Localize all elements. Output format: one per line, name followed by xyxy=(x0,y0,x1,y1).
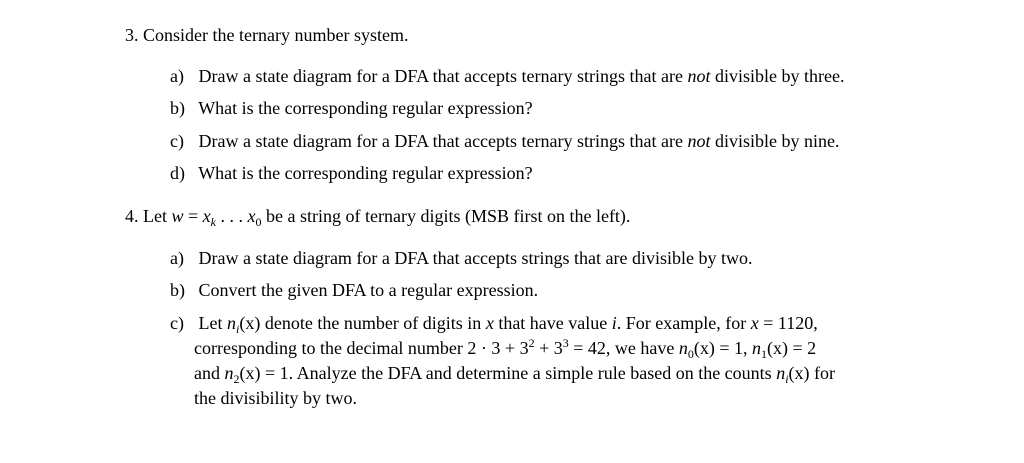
q4c-l3-xi: (x) xyxy=(788,363,810,383)
q3d-label: d) xyxy=(170,163,185,183)
q4-intro-eq: = xyxy=(183,206,203,226)
q4-sub-0: 0 xyxy=(255,215,262,229)
q3-item-b xyxy=(170,97,533,119)
q4c-l1-t2: denote the number of digits in xyxy=(260,313,486,333)
q4-intro-rest: be a string of ternary digits (MSB first on the left). xyxy=(261,206,631,226)
q4-var-w: w xyxy=(171,206,184,226)
q3a-emphasis: not xyxy=(687,66,711,86)
q4c-l2-n0: n xyxy=(678,338,688,358)
q4c-l3-s2: 2 xyxy=(233,372,240,386)
q4c-l1-t5: = 1120, xyxy=(758,313,818,333)
q4c-l3-x2: (x) = 1. Analyze the DFA and determine a simple rule based on the counts xyxy=(239,363,777,383)
q4c-l2-t3: = 42, we have xyxy=(568,338,679,358)
q4c-l1-x3: x xyxy=(750,313,759,333)
q4c-l1-t1: Let xyxy=(198,313,227,333)
q4c-l2-n1: n xyxy=(752,338,761,358)
q4-number: 4. xyxy=(125,206,139,226)
q4c-l3-t1: and xyxy=(194,363,225,383)
q4-sub-k: k xyxy=(210,215,216,229)
q4c-l1-n: n xyxy=(227,313,236,333)
q4-item-c-line3 xyxy=(194,362,835,384)
q4c-l3-ni: n xyxy=(776,363,786,383)
q3c-emphasis: not xyxy=(687,131,711,151)
q4b-label: b) xyxy=(170,280,185,300)
q4c-l2-t2: + 3 xyxy=(534,338,563,358)
q3c-label: c) xyxy=(170,131,184,151)
q3-title: Consider the ternary number system. xyxy=(143,25,409,45)
q3a-text-pre: Draw a state diagram for a DFA that accepts ternary strings that are xyxy=(198,66,688,86)
q4c-l3-n2: n xyxy=(224,363,234,383)
q4c-l4-t1: the divisibility by two. xyxy=(194,388,358,408)
q3-number: 3. xyxy=(125,25,139,45)
q4-intro-dots: . . . xyxy=(216,206,248,226)
q3-item-c xyxy=(170,130,840,152)
q4-item-c-line4 xyxy=(194,387,357,409)
q3a-text-post: divisible by three. xyxy=(710,66,845,86)
q3a-label: a) xyxy=(170,66,184,86)
q4-item-c-line2 xyxy=(194,337,816,359)
q4c-l2-x0: (x) = 1, xyxy=(693,338,752,358)
q4-var-xk: x xyxy=(202,206,211,226)
q3-item-d xyxy=(170,162,533,184)
q3-item-a xyxy=(170,65,844,87)
q3c-text-pre: Draw a state diagram for a DFA that accepts ternary strings that are xyxy=(198,131,688,151)
q4c-l2-sup2: 3 xyxy=(562,336,569,350)
q4c-l1-x: (x) xyxy=(239,313,261,333)
q4-item-c-line1 xyxy=(170,312,818,334)
q4c-l2-s1: 1 xyxy=(761,347,767,361)
q3b-label: b) xyxy=(170,98,185,118)
q4c-l2-sup1: 2 xyxy=(528,336,535,350)
q4a-label: a) xyxy=(170,248,184,268)
q4-var-x0: x xyxy=(247,206,256,226)
q4c-l1-x2: x xyxy=(485,313,494,333)
q4-intro-let: Let xyxy=(143,206,172,226)
q3b-text: What is the corresponding regular expression? xyxy=(198,98,533,118)
q4c-l1-i2: i xyxy=(611,313,617,333)
q3c-text-post: divisible by nine. xyxy=(710,131,840,151)
q4c-l3-si: i xyxy=(785,372,789,386)
q4c-l2-t1: corresponding to the decimal number 2 · 3 + 3 xyxy=(194,338,529,358)
q4c-label: c) xyxy=(170,313,184,333)
q4a-text: Draw a state diagram for a DFA that accepts strings that are divisible by two. xyxy=(198,248,753,268)
q4c-l2-s0: 0 xyxy=(687,347,694,361)
q4-item-a xyxy=(170,247,753,269)
q4c-l1-t3: that have value xyxy=(493,313,612,333)
q4b-text: Convert the given DFA to a regular expression. xyxy=(198,280,539,300)
q4c-l1-t4: . For example, for xyxy=(616,313,751,333)
q4-heading xyxy=(125,205,630,227)
q4c-l2-x1: (x) = 2 xyxy=(767,338,817,358)
q4c-l3-t2: for xyxy=(809,363,836,383)
q4c-l1-i: i xyxy=(236,322,240,336)
q3-heading xyxy=(125,24,408,46)
q3d-text: What is the corresponding regular expression? xyxy=(198,163,533,183)
q4-item-b xyxy=(170,279,538,301)
